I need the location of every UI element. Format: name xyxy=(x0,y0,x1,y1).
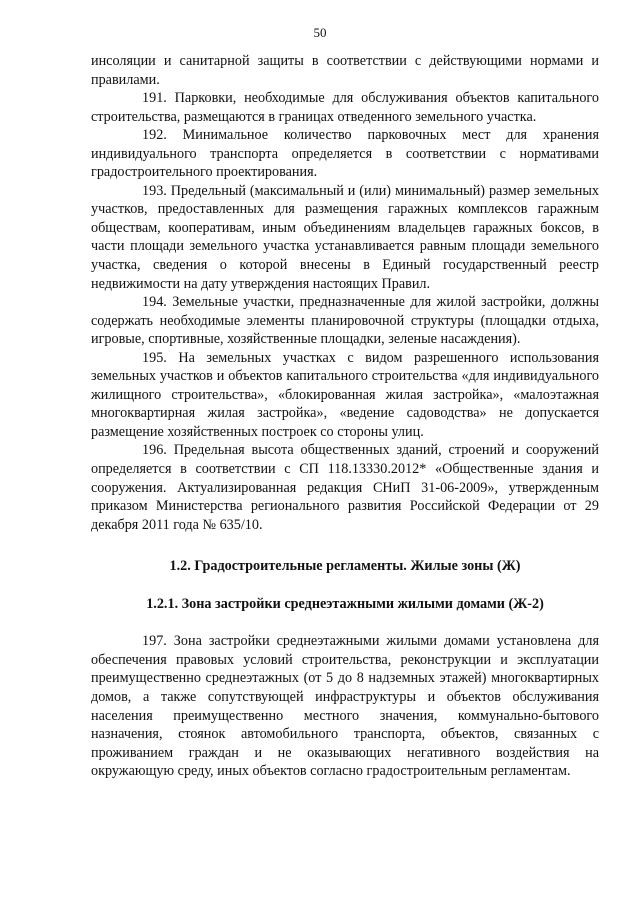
subsection-heading: 1.2.1. Зона застройки среднеэтажными жилыми домами (Ж-2) xyxy=(146,595,544,612)
page-number: 50 xyxy=(313,25,327,40)
paragraph-196: 196. Предельная высота общественных зданий, строений и сооружений определяется в соответствии с СП 118.13330.2012* «Общественные здания и сооружения. Актуализированная редакция СНиП 31-06-2009», утвержденным приказом Министерства регионального развития Российской Федерации от 29 декабря 2011 года № 635/10. xyxy=(91,442,599,533)
paragraph-194: 194. Земельные участки, предназначенные для жилой застройки, должны содержать необходимые элементы планировочной структуры (площадки отдыха, игровые, спортивные, хозяйственные площадки, зеленые насаждения). xyxy=(91,294,599,348)
section-heading: 1.2. Градостроительные регламенты. Жилые зоны (Ж) xyxy=(169,558,521,575)
paragraph-191: 191. Парковки, необходимые для обслуживания объектов капитального строительства, размещаются в границах отведенного земельного участка. xyxy=(91,90,599,125)
paragraph-192: 192. Минимальное количество парковочных мест для хранения индивидуального транспорта определяется в соответствии с нормативами градостроительного проектирования. xyxy=(91,127,599,181)
paragraph-193: 193. Предельный (максимальный и (или) минимальный) размер земельных участков, предоставленных для размещения гаражных комплексов гаражным обществам, кооперативам, иным объединениям владельцев гаражных боксов, в части площади земельного участка устанавливается равным площади земельного участка, сведения о которой внесены в Единый государственный реестр недвижимости на дату утверждения настоящих Правил. xyxy=(91,182,599,292)
paragraph-continuation: инсоляции и санитарной защиты в соответствии с действующими нормами и правилами. xyxy=(91,53,599,88)
document-body xyxy=(91,52,599,781)
paragraph-197: 197. Зона застройки среднеэтажными жилыми домами установлена для обеспечения правовых условий строительства, реконструкции и эксплуатации преимущественно среднеэтажных (от 5 до 8 надземных этажей) многоквартирных домов, а также сопутствующей инфраструктуры и объектов обслуживания населения преимущественно местного значения, коммунально-бытового назначения, стоянок автомобильного транспорта, объектов, связанных с проживанием граждан и не оказывающих негативного воздействия на окружающую среду, иных объектов согласно градостроительным регламентам. xyxy=(91,633,599,780)
paragraph-195: 195. На земельных участках с видом разрешенного использования земельных участков и объектов капитального строительства «для индивидуального жилищного строительства», «блокированная жилая застройка», «малоэтажная многоквартирная жилая застройка», «ведение садоводства» не допускается размещение хозяйственных построек со стороны улиц. xyxy=(91,349,599,440)
